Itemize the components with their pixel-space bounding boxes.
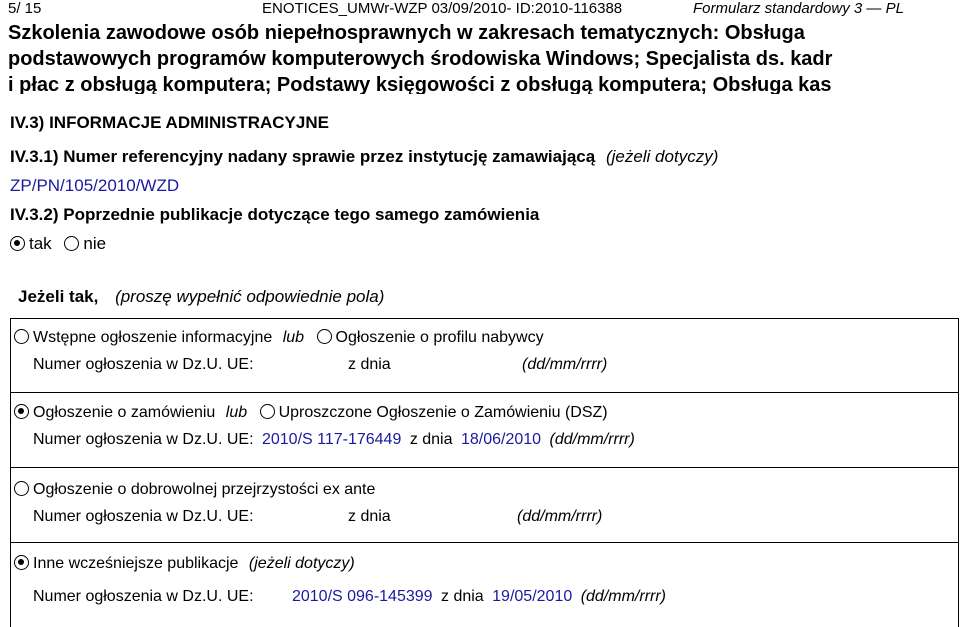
block-1-options — [14, 329, 544, 347]
or-label: lub — [225, 404, 248, 421]
box-divider-1 — [10, 392, 959, 393]
block-4-num-value[interactable]: 2010/S 096-145399 — [291, 588, 433, 605]
block-4-num-row — [33, 588, 666, 606]
block-4-date-label: z dnia — [441, 588, 484, 605]
block-4-date-value[interactable]: 19/05/2010 — [492, 588, 573, 605]
block-4-date-format: (dd/mm/rrrr) — [580, 588, 666, 605]
radio-tak[interactable] — [10, 236, 25, 251]
ref-number-value[interactable]: ZP/PN/105/2010/WZD — [10, 176, 180, 195]
prev-publications-options — [10, 234, 106, 254]
block-2-date-label: z dnia — [409, 431, 453, 448]
box-divider-2 — [10, 467, 959, 468]
section-heading: IV.3) INFORMACJE ADMINISTRACYJNE — [10, 113, 329, 132]
title-line-3-clip — [0, 74, 960, 94]
buyer-profile-label: Ogłoszenie o profilu nabywcy — [335, 329, 544, 346]
radio-nie-label: nie — [83, 234, 107, 253]
block-1-date-label: z dnia — [348, 356, 391, 373]
prev-publications-label: IV.3.2) Poprzednie publikacje dotyczące tego samego zamówienia — [10, 205, 540, 224]
radio-other-publications[interactable] — [14, 555, 29, 570]
block-3-date-format: (dd/mm/rrrr) — [517, 508, 603, 525]
block-3-options — [14, 481, 375, 499]
block-3-num-label: Numer ogłoszenia w Dz.U. UE: — [33, 508, 254, 525]
contract-notice-label: Ogłoszenie o zamówieniu — [33, 404, 216, 421]
box-divider-3 — [10, 542, 959, 543]
radio-contract-notice[interactable] — [14, 404, 29, 419]
radio-buyer-profile[interactable] — [317, 329, 332, 344]
if-yes-row — [18, 287, 384, 307]
form-name: Formularz standardowy 3 — PL — [693, 0, 904, 17]
ex-ante-label: Ogłoszenie o dobrowolnej przejrzystości ex ante — [33, 481, 376, 498]
other-publications-hint: (jeżeli dotyczy) — [248, 555, 355, 572]
box-border-left — [10, 318, 11, 627]
or-label: lub — [282, 329, 305, 346]
title-line-2: podstawowych programów komputerowych środowiska Windows; Specjalista ds. kadr — [8, 48, 833, 70]
block-3-date-label: z dnia — [348, 508, 391, 525]
notice-id: ENOTICES_UMWr-WZP 03/09/2010- ID:2010-116388 — [262, 0, 623, 17]
block-2-num-value[interactable]: 2010/S 117-176449 — [261, 431, 402, 448]
radio-nie[interactable] — [64, 236, 79, 251]
radio-tak-label: tak — [29, 234, 52, 253]
block-1-date-format: (dd/mm/rrrr) — [522, 356, 608, 373]
block-2-options — [14, 404, 608, 422]
box-border-right — [958, 318, 959, 627]
if-yes-label: Jeżeli tak, — [18, 287, 99, 306]
block-1-num-label: Numer ogłoszenia w Dz.U. UE: — [33, 356, 254, 373]
title-line-1: Szkolenia zawodowe osób niepełnosprawnych w zakresach tematycznych: Obsługa — [8, 22, 805, 44]
page-number: 5/ 15 — [8, 0, 42, 17]
block-4-options — [14, 555, 355, 573]
block-4-num-label: Numer ogłoszenia w Dz.U. UE: — [33, 588, 254, 605]
simplified-notice-label: Uproszczone Ogłoszenie o Zamówieniu (DSZ) — [278, 404, 608, 421]
block-2-num-row — [33, 431, 635, 449]
if-yes-hint: (proszę wypełnić odpowiednie pola) — [115, 287, 385, 306]
prior-information-label: Wstępne ogłoszenie informacyjne — [33, 329, 273, 346]
radio-simplified-notice[interactable] — [260, 404, 275, 419]
other-publications-label: Inne wcześniejsze publikacje — [33, 555, 239, 572]
ref-number-label: IV.3.1) Numer referencyjny nadany sprawie przez instytucję zamawiającą — [10, 147, 596, 166]
ref-number-hint: (jeżeli dotyczy) — [605, 147, 719, 166]
title-line-3: i płac z obsługą komputera; Podstawy księgowości z obsługą komputera; Obsługa kas — [8, 74, 832, 94]
block-2-num-label: Numer ogłoszenia w Dz.U. UE: — [33, 431, 254, 448]
radio-ex-ante[interactable] — [14, 481, 29, 496]
ref-number-row — [10, 147, 718, 167]
block-2-date-format: (dd/mm/rrrr) — [549, 431, 635, 448]
radio-prior-information[interactable] — [14, 329, 29, 344]
block-2-date-value[interactable]: 18/06/2010 — [460, 431, 542, 448]
box-border-top — [10, 318, 959, 319]
